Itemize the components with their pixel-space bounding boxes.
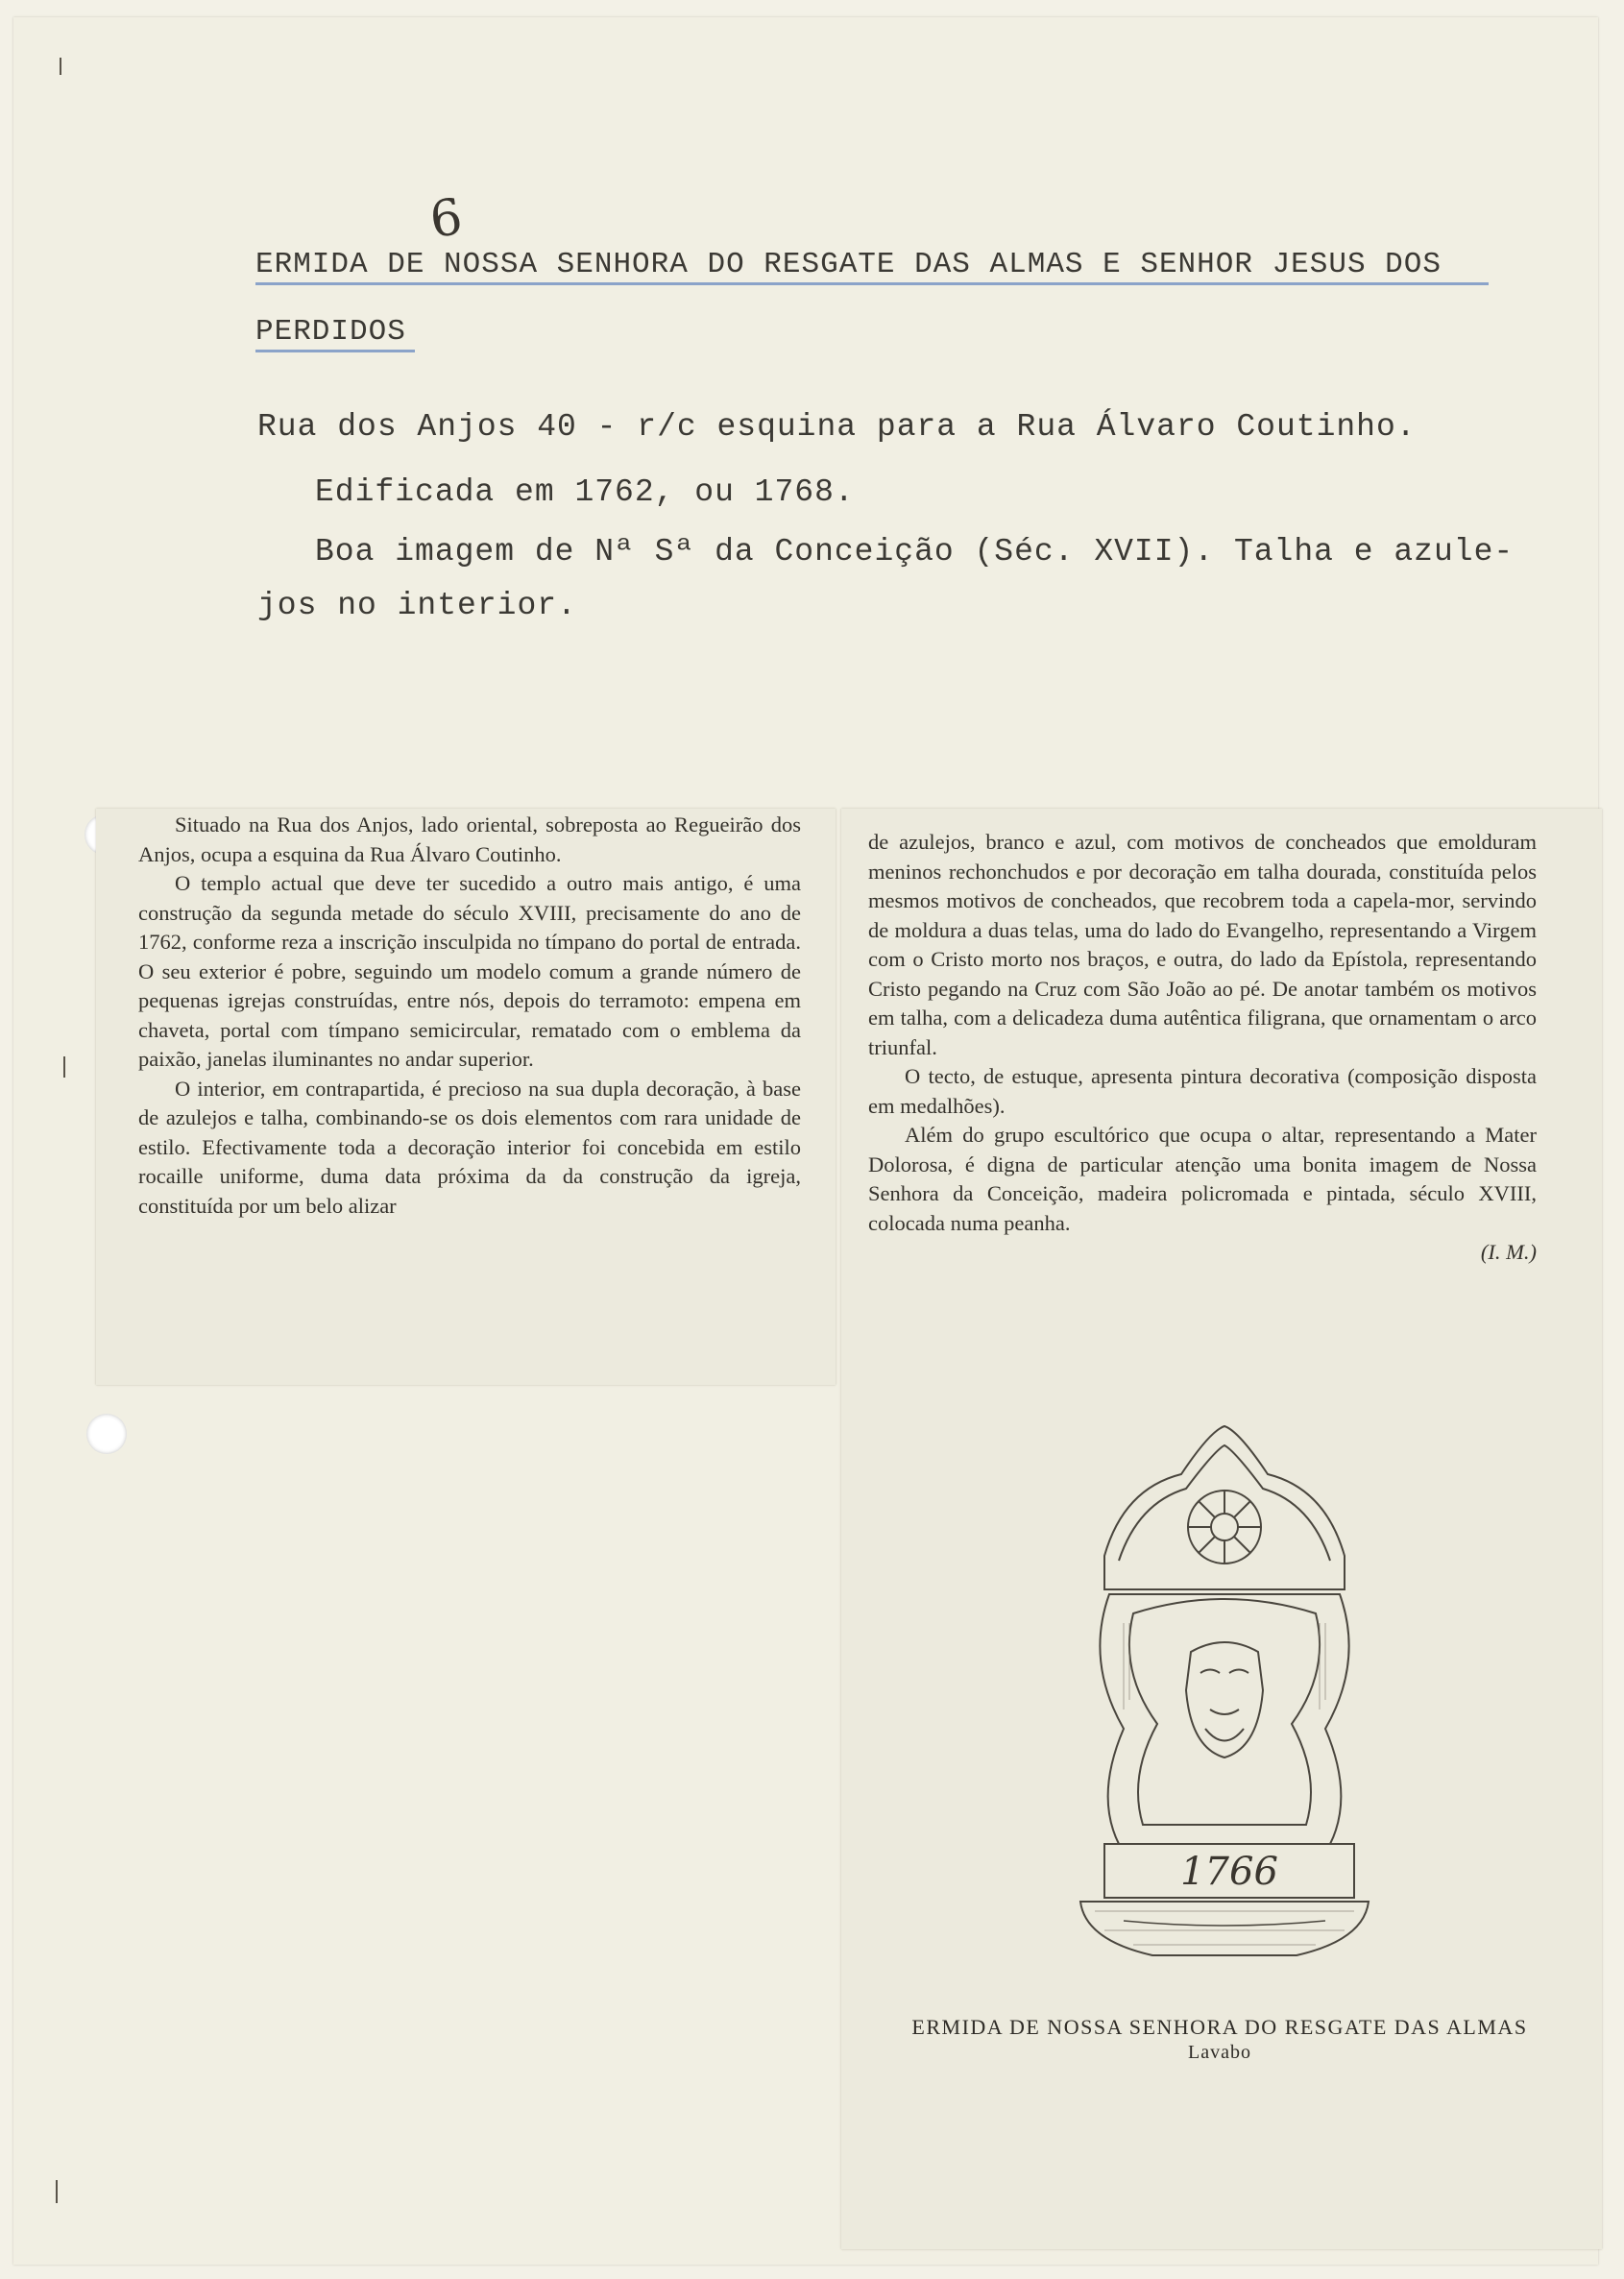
article-column-right	[868, 828, 1537, 1268]
title-underline	[255, 350, 415, 352]
illustration-subcaption: Lavabo	[1188, 2042, 1251, 2063]
page-title-line1: ERMIDA DE NOSSA SENHORA DO RESGATE DAS ALMAS E SENHOR JESUS DOS	[255, 248, 1442, 281]
note-line: jos no interior.	[257, 588, 577, 623]
built-line: Edificada em 1762, ou 1768.	[315, 474, 855, 510]
article-signature: (I. M.)	[1480, 1240, 1537, 1264]
punch-hole-bottom	[86, 1414, 127, 1454]
article-paragraph: Situado na Rua dos Anjos, lado oriental, sobreposta ao Regueirão dos Anjos, ocupa a esquina da Rua Álvaro Coutinho.	[138, 812, 801, 866]
article-paragraph: de azulejos, branco e azul, com motivos de concheados que emolduram meninos rechonchudos e por decoração em talha dourada, constituída pelos mesmos motivos de concheados, que recobrem toda a capela-mor, servindo de moldura a duas telas, uma do lado do Evangelho, representando a Virgem com o Cristo morto nos braços, e outra, do lado da Epístola, representando Cristo pegando na Cruz com São João ao pé. De anotar também os motivos em talha, com a delicadeza duma autêntica filigrana, que ornamentam o arco triunfal.	[868, 830, 1537, 1059]
article-column-left	[138, 811, 801, 1221]
address-line: Rua dos Anjos 40 - r/c esquina para a Rua Álvaro Coutinho.	[257, 409, 1417, 445]
article-paragraph: Além do grupo escultórico que ocupa o altar, representando a Mater Dolorosa, é digna de particular atenção uma bonita imagem de Nossa Senhora da Conceição, madeira policromada e pintada, século XVIII, colocada numa peanha.	[868, 1123, 1537, 1235]
article-paragraph: O templo actual que deve ter sucedido a outro mais antigo, é uma construção da segunda metade do século XVIII, precisamente do ano de 1762, conforme reza a inscrição insculpida no tímpano do portal de entrada. O seu exterior é pobre, seguindo um modelo comum a grande número de pequenas igrejas construídas, entre nós, depois do terramoto: empena em chaveta, portal com tímpano semicircular, rematado com o emblema da paixão, janelas iluminantes no andar superior.	[138, 871, 801, 1071]
margin-mark	[56, 2180, 58, 2203]
page-title-line2: PERDIDOS	[255, 315, 406, 349]
article-paragraph: O tecto, de estuque, apresenta pintura decorativa (composição disposta em medalhões).	[868, 1064, 1537, 1118]
title-underline	[255, 282, 1489, 285]
margin-mark	[60, 58, 61, 75]
lavabo-inscription: 1766	[1180, 1850, 1278, 1894]
lavabo-drawing	[1066, 1421, 1383, 1959]
note-line: Boa imagem de Nª Sª da Conceição (Séc. XVII). Talha e azule-	[315, 534, 1515, 570]
illustration-caption: ERMIDA DE NOSSA SENHORA DO RESGATE DAS ALMAS	[911, 2015, 1528, 2039]
article-paragraph: O interior, em contrapartida, é precioso na sua dupla decoração, à base de azulejos e talha, combinando-se os dois elementos com rara unidade de estilo. Efectivamente toda a decoração interior foi concebida em estilo rocaille uniforme, duma data próxima da da construção da igreja, constituída por um belo alizar	[138, 1076, 801, 1218]
handwritten-number: 6	[425, 187, 467, 251]
lavabo-illustration	[1066, 1421, 1383, 1959]
margin-mark	[63, 1056, 65, 1078]
